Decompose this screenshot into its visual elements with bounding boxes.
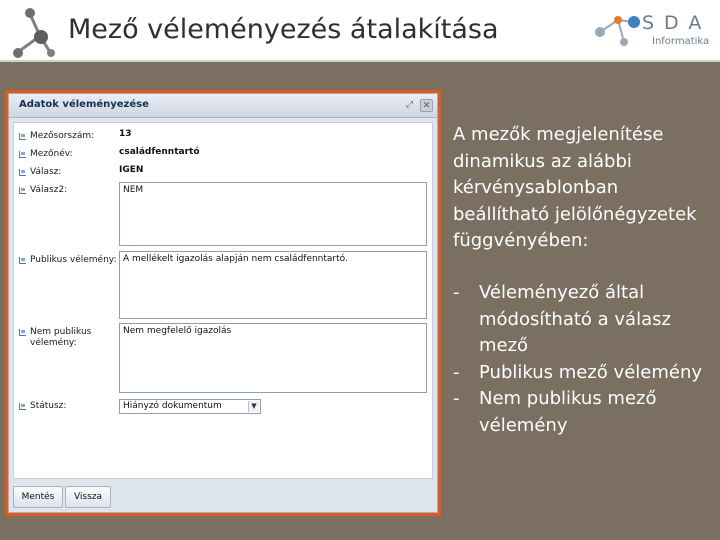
list-item <box>453 280 715 360</box>
label-status: Státusz: <box>30 401 67 411</box>
logo-subtitle: Informatika <box>652 36 710 47</box>
label-answer: Válasz: <box>30 167 62 177</box>
value-answer: IGEN <box>119 165 144 175</box>
status-select[interactable] <box>119 399 261 414</box>
bullet-text: Véleményező által módosítható a válasz mező <box>479 282 671 356</box>
value-field-name: családfenntartó <box>119 147 200 157</box>
bullet-marker: - <box>453 388 460 409</box>
field-icon <box>19 257 26 264</box>
label-answer2: Válasz2: <box>30 185 68 195</box>
field-icon <box>19 187 26 194</box>
field-icon <box>19 329 26 336</box>
answer2-textarea[interactable]: NEM <box>119 182 427 246</box>
logo-letters: SDA <box>642 12 712 34</box>
label-private-opinion-line2: vélemény: <box>30 338 77 348</box>
status-select-value: Hiányzó dokumentum <box>123 401 222 411</box>
resize-icon[interactable]: ⤢ <box>405 100 414 110</box>
label-public-opinion: Publikus vélemény: <box>30 255 117 265</box>
field-icon <box>19 169 26 176</box>
panel-bullet-list <box>453 280 715 439</box>
molecule-icon <box>0 0 70 62</box>
review-dialog <box>8 93 438 513</box>
value-field-number: 13 <box>119 129 132 139</box>
label-field-number: Mezősorszám: <box>30 131 95 141</box>
form-panel <box>13 122 433 479</box>
back-button[interactable]: Vissza <box>65 486 111 508</box>
public-opinion-textarea[interactable]: A mellékelt igazolás alapján nem családfenntartó. <box>119 251 427 319</box>
label-field-name: Mezőnév: <box>30 149 73 159</box>
dialog-titlebar <box>9 94 437 118</box>
list-item <box>453 386 715 439</box>
private-opinion-textarea[interactable]: Nem megfelelő igazolás <box>119 323 427 393</box>
close-icon[interactable]: ✕ <box>420 99 433 112</box>
slide-header <box>0 0 720 62</box>
bullet-marker: - <box>453 361 460 383</box>
field-icon <box>19 151 26 158</box>
save-button[interactable]: Mentés <box>13 486 63 508</box>
dialog-footer <box>9 482 437 512</box>
bullet-text: Nem publikus mező vélemény <box>479 388 657 436</box>
bullet-marker: - <box>453 282 460 303</box>
dialog-title: Adatok véleményezése <box>19 99 149 110</box>
panel-intro: A mezők megjelenítése dinamikus az alábbi kérvénysablonban beállítható jelölőnégyzetek függvényében: <box>453 124 697 251</box>
field-icon <box>19 403 26 410</box>
bullet-text: Publikus mező vélemény <box>479 361 703 383</box>
slide-title: Mező véleményezés átalakítása <box>68 14 499 45</box>
list-item <box>453 360 715 387</box>
label-private-opinion-line1: Nem publikus <box>30 327 92 337</box>
field-icon <box>19 133 26 140</box>
chevron-down-icon[interactable]: ▼ <box>248 401 259 412</box>
